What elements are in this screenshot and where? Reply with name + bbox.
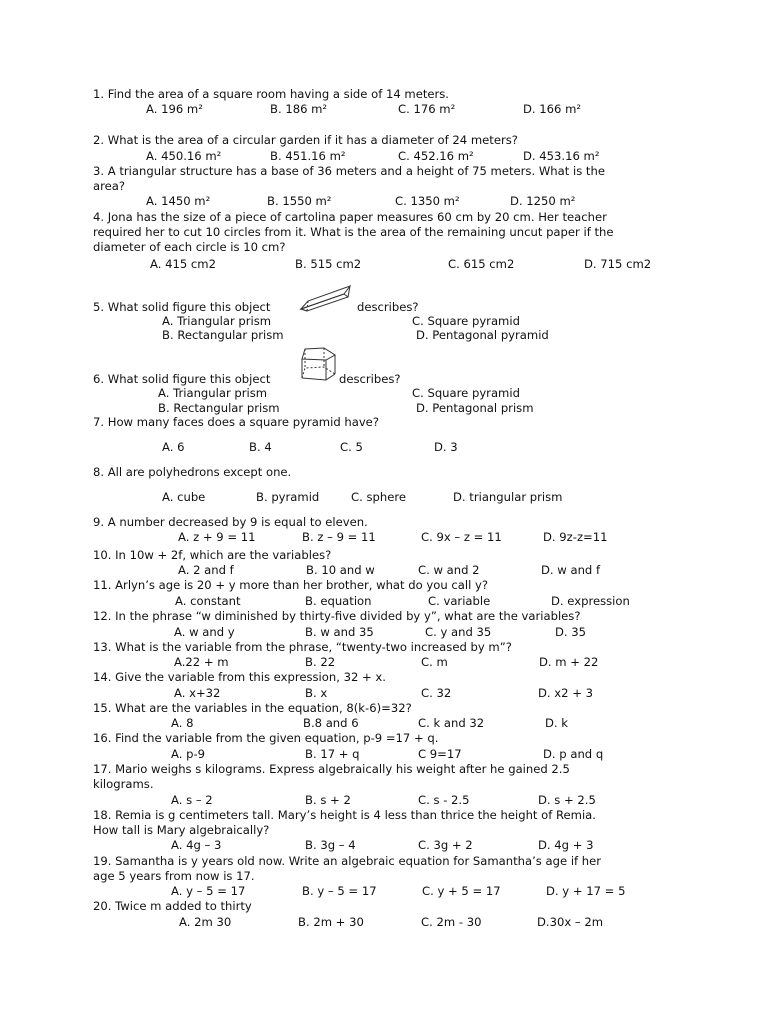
question-7-stem: 7. How many faces does a square pyramid have?	[93, 415, 379, 429]
q19-option-b: B. y – 5 = 17	[302, 884, 377, 898]
question-18-stem-line-2: How tall is Mary algebraically?	[93, 823, 270, 837]
q13-option-c: C. m	[421, 655, 448, 669]
q16-option-d: D. p and q	[543, 747, 604, 761]
q12-option-b: B. w and 35	[305, 625, 374, 639]
q13-option-b: B. 22	[305, 655, 336, 669]
q7-option-a: A. 6	[162, 440, 185, 454]
q12-option-d: D. 35	[555, 625, 587, 639]
q10-option-d: D. w and f	[541, 563, 601, 577]
q2-option-d: D. 453.16 m²	[523, 149, 600, 163]
q5-option-d: D. Pentagonal pyramid	[416, 328, 549, 342]
q8-option-a: A. cube	[162, 490, 206, 504]
q6-option-b: B. Rectangular prism	[158, 401, 280, 415]
question-1-stem: 1. Find the area of a square room having a side of 14 meters.	[93, 87, 449, 101]
question-19-stem-line-1: 19. Samantha is y years old now. Write an algebraic equation for Samantha’s age if her	[93, 854, 602, 868]
q2-option-b: B. 451.16 m²	[270, 149, 346, 163]
q14-option-d: D. x2 + 3	[538, 686, 593, 700]
question-6-stem-end: describes?	[339, 372, 401, 386]
q8-option-b: B. pyramid	[256, 490, 320, 504]
q4-option-a: A. 415 cm2	[150, 257, 216, 271]
q19-option-a: A. y – 5 = 17	[171, 884, 246, 898]
question-20-stem: 20. Twice m added to thirty	[93, 899, 252, 913]
q5-option-c: C. Square pyramid	[412, 314, 520, 328]
q1-option-a: A. 196 m²	[146, 102, 203, 116]
q4-option-c: C. 615 cm2	[448, 257, 515, 271]
q3-option-d: D. 1250 m²	[510, 194, 576, 208]
q8-option-d: D. triangular prism	[453, 490, 563, 504]
question-13-stem: 13. What is the variable from the phrase, “twenty-two increased by m”?	[93, 640, 512, 654]
q6-option-a: A. Triangular prism	[158, 386, 268, 400]
question-17-stem-line-2: kilograms.	[93, 777, 154, 791]
q5-option-b: B. Rectangular prism	[162, 328, 284, 342]
q17-option-a: A. s – 2	[171, 793, 213, 807]
q2-option-a: A. 450.16 m²	[146, 149, 222, 163]
question-16-stem: 16. Find the variable from the given equation, p-9 =17 + q.	[93, 731, 439, 745]
question-8-stem: 8. All are polyhedrons except one.	[93, 465, 292, 479]
q18-option-a: A. 4g – 3	[171, 838, 222, 852]
question-19-stem-line-2: age 5 years from now is 17.	[93, 869, 255, 883]
q11-option-d: D. expression	[551, 594, 630, 608]
q11-option-c: C. variable	[428, 594, 491, 608]
question-11-stem: 11. Arlyn’s age is 20 + y more than her brother, what do you call y?	[93, 578, 488, 592]
q16-option-a: A. p-9	[171, 747, 206, 761]
q19-option-c: C. y + 5 = 17	[422, 884, 501, 898]
q20-option-b: B. 2m + 30	[298, 915, 364, 929]
q17-option-c: C. s - 2.5	[418, 793, 470, 807]
q4-option-d: D. 715 cm2	[584, 257, 652, 271]
q7-option-b: B. 4	[249, 440, 272, 454]
question-4-stem-line-2: required her to cut 10 circles from it. What is the area of the remaining uncut paper if the	[93, 225, 614, 239]
q7-option-d: D. 3	[434, 440, 458, 454]
q13-option-a: A.22 + m	[174, 655, 229, 669]
q20-option-a: A. 2m 30	[179, 915, 232, 929]
question-6-stem: 6. What solid figure this object	[93, 372, 271, 386]
q9-option-d: D. 9z-z=11	[543, 530, 608, 544]
question-15-stem: 15. What are the variables in the equation, 8(k-6)=32?	[93, 701, 412, 715]
q11-option-b: B. equation	[305, 594, 372, 608]
q16-option-b: B. 17 + q	[305, 747, 360, 761]
q4-option-b: B. 515 cm2	[295, 257, 362, 271]
q11-option-a: A. constant	[175, 594, 241, 608]
q15-option-d: D. k	[545, 716, 569, 730]
q3-option-a: A. 1450 m²	[146, 194, 211, 208]
q3-option-c: C. 1350 m²	[395, 194, 460, 208]
q1-option-c: C. 176 m²	[398, 102, 456, 116]
question-9-stem: 9. A number decreased by 9 is equal to eleven.	[93, 515, 368, 529]
question-3-stem-line-1: 3. A triangular structure has a base of 36 meters and a height of 75 meters. What is the	[93, 164, 605, 178]
q9-option-a: A. z + 9 = 11	[178, 530, 256, 544]
question-17-stem-line-1: 17. Mario weighs s kilograms. Express algebraically his weight after he gained 2.5	[93, 762, 570, 776]
q13-option-d: D. m + 22	[539, 655, 599, 669]
q15-option-b: B.8 and 6	[303, 716, 359, 730]
q16-option-c: C 9=17	[418, 747, 462, 761]
question-5-stem-end: describes?	[357, 300, 419, 314]
q12-option-a: A. w and y	[174, 625, 235, 639]
question-14-stem: 14. Give the variable from this expression, 32 + x.	[93, 670, 386, 684]
q14-option-b: B. x	[305, 686, 328, 700]
question-4-stem-line-3: diameter of each circle is 10 cm?	[93, 240, 286, 254]
q1-option-d: D. 166 m²	[523, 102, 582, 116]
q10-option-b: B. 10 and w	[306, 563, 375, 577]
q14-option-a: A. x+32	[174, 686, 221, 700]
q9-option-c: C. 9x – z = 11	[421, 530, 502, 544]
question-5-stem: 5. What solid figure this object	[93, 300, 271, 314]
q18-option-d: D. 4g + 3	[538, 838, 594, 852]
q20-option-c: C. 2m - 30	[421, 915, 482, 929]
triangular-prism-icon	[298, 283, 354, 313]
q8-option-c: C. sphere	[351, 490, 406, 504]
q2-option-c: C. 452.16 m²	[398, 149, 474, 163]
q10-option-a: A. 2 and f	[178, 563, 234, 577]
q6-option-d: D. Pentagonal prism	[416, 401, 534, 415]
question-4-stem-line-1: 4. Jona has the size of a piece of cartolina paper measures 60 cm by 20 cm. Her teacher	[93, 210, 607, 224]
q10-option-c: C. w and 2	[418, 563, 480, 577]
q15-option-c: C. k and 32	[418, 716, 485, 730]
q6-option-c: C. Square pyramid	[412, 386, 520, 400]
q20-option-d: D.30x – 2m	[537, 915, 604, 929]
q14-option-c: C. 32	[421, 686, 452, 700]
q17-option-b: B. s + 2	[305, 793, 351, 807]
q12-option-c: C. y and 35	[425, 625, 492, 639]
pentagonal-prism-icon	[296, 346, 338, 384]
q5-option-a: A. Triangular prism	[162, 314, 272, 328]
question-2-stem: 2. What is the area of a circular garden if it has a diameter of 24 meters?	[93, 133, 518, 147]
question-3-stem-line-2: area?	[93, 179, 126, 193]
q18-option-b: B. 3g – 4	[305, 838, 356, 852]
q17-option-d: D. s + 2.5	[538, 793, 596, 807]
question-10-stem: 10. In 10w + 2f, which are the variables?	[93, 548, 332, 562]
question-12-stem: 12. In the phrase “w diminished by thirty-five divided by y”, what are the variables?	[93, 609, 581, 623]
q15-option-a: A. 8	[171, 716, 194, 730]
q18-option-c: C. 3g + 2	[418, 838, 473, 852]
q9-option-b: B. z – 9 = 11	[302, 530, 376, 544]
q3-option-b: B. 1550 m²	[267, 194, 332, 208]
question-18-stem-line-1: 18. Remia is g centimeters tall. Mary’s height is 4 less than thrice the height of Remia.	[93, 808, 596, 822]
q7-option-c: C. 5	[340, 440, 363, 454]
q1-option-b: B. 186 m²	[270, 102, 328, 116]
q19-option-d: D. y + 17 = 5	[546, 884, 626, 898]
